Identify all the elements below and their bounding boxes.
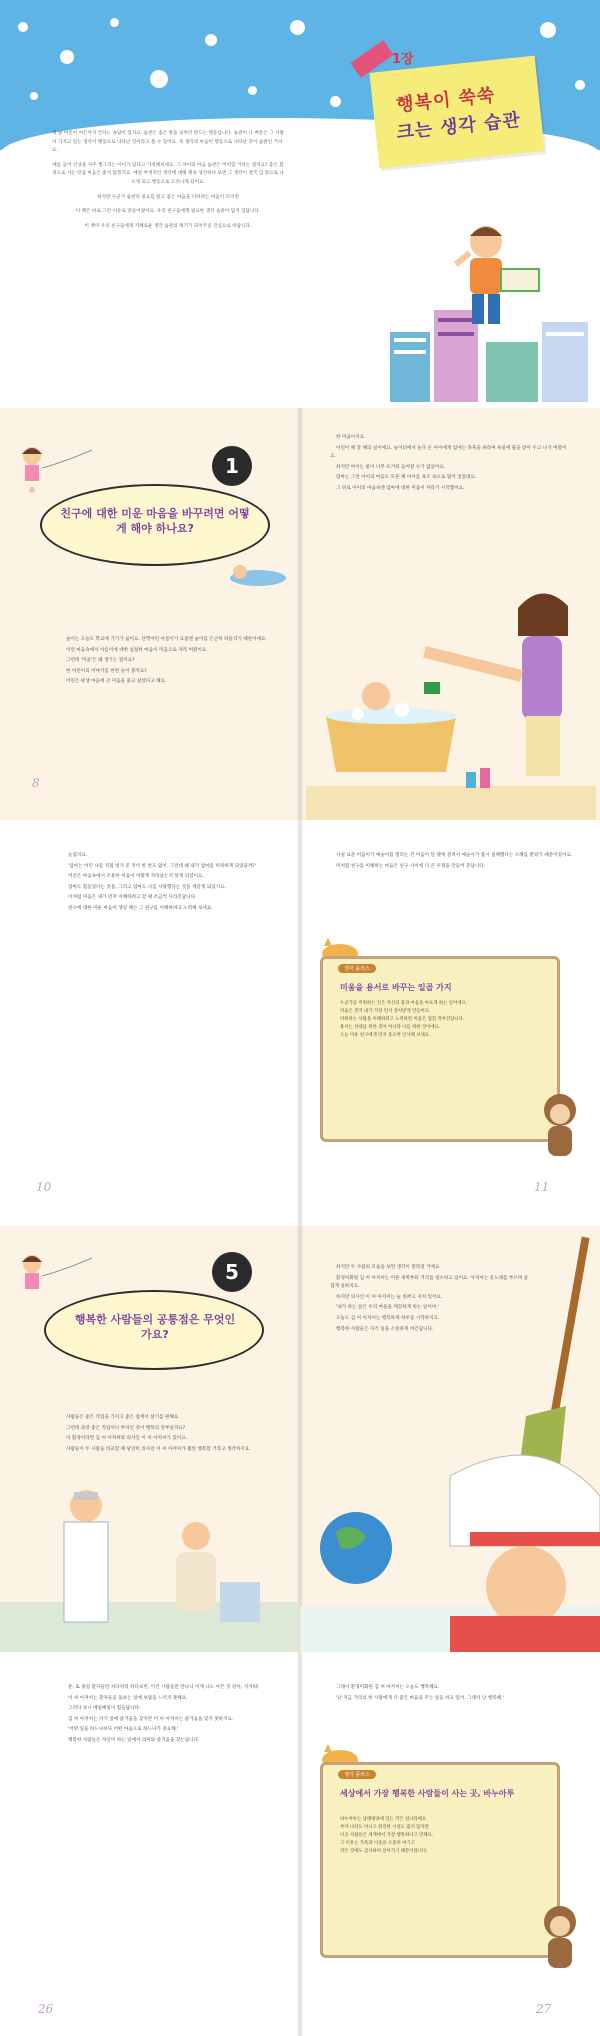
- body-paragraph: 슬이는 오늘도 학교에 가기가 싫어요. 단짝이던 아름이가 요즘엔 슬이를 은근히 따돌리기 때문이에요.: [66, 637, 267, 642]
- spread-chapter-5-continued: [0, 1652, 600, 2036]
- left-body-text: [62, 1684, 282, 1748]
- body-paragraph: 어린이 때 잘 때의 일이에요. 놀이터에서 놀다 온 아이에게 엄마는 목욕을 하라며 욕실에 물을 받아 두고 나가 버렸어요.: [330, 445, 567, 460]
- intro-paragraph: 이 책은 바로 그런 이유로 만들어졌어요. 우리 친구들에게 필요한 생각 습관이 담겨 있답니다.: [75, 209, 261, 215]
- body-paragraph: 늘었지요.: [68, 853, 88, 858]
- body-paragraph: '엄마는 어린 나를 직접 벗겨 준 적이 한 번도 없어. 그런데 왜 내가 엄마를 미워하게 되었을까?': [68, 863, 257, 869]
- chapter-title-line2: 크는 생각 습관: [395, 109, 522, 144]
- chapter-number-circle: 1: [212, 446, 252, 486]
- body-paragraph: 한 미움이지요.: [336, 435, 366, 440]
- chapter-number-circle: 5: [212, 1252, 252, 1292]
- page-gutter: [297, 1652, 303, 2036]
- body-paragraph: 엄마는 그런 아이의 마음도 모른 채 아이를 욕조 속으로 밀어 넣었대요.: [336, 475, 477, 481]
- right-body-text: [330, 1684, 574, 1705]
- tip-line: 그 이유는 가족과 이웃을 소중히 여기고: [340, 1841, 415, 1846]
- tip-line: 부자 나라도 아니고 편리한 시설도 많지 않지만: [340, 1825, 429, 1830]
- body-paragraph: 어린은 평생 마음에 큰 미움을 품고 살았다고 해요.: [66, 679, 167, 685]
- body-paragraph: 이처럼 미움은 내가 먼저 이해하려고 할 때 조금씩 사라진답니다.: [68, 895, 197, 901]
- body-paragraph: 어린은 마음속에서 조용한 미움이 어떻게 자라났는지 알게 되었어요.: [68, 874, 204, 880]
- right-body-text: [330, 434, 570, 496]
- chapter-cover-page: [0, 0, 600, 408]
- broom-illustration: [520, 1236, 590, 1466]
- page-number: 8: [32, 776, 40, 790]
- page-gutter: [297, 820, 303, 1226]
- intro-text: [52, 130, 284, 237]
- body-paragraph: 하지만 의사인 이 씨 아저씨는 늘 바쁘고 지쳐 있어요.: [336, 1294, 443, 1300]
- body-paragraph: 이 씨 아저씨는 환자들을 돌보는 일에 보람을 느끼지 못해요.: [68, 1695, 188, 1701]
- chapter-title-line1: 행복이 쑥쑥: [395, 84, 497, 117]
- page-number: 27: [536, 2002, 552, 2016]
- tip-line: 바누아투는 남태평양에 있는 작은 섬나라예요.: [340, 1817, 428, 1822]
- left-body-text: [60, 1414, 282, 1456]
- body-paragraph: 사람들은 좋은 직업을 가지고 좋은 집에서 살기를 원해요.: [66, 1415, 180, 1420]
- boy-reading-illustration: [390, 222, 590, 402]
- body-paragraph: 엄마도 힘들었다는 것을, 그리고 엄마도 나를 사랑했다는 것을 깨닫게 되었지요.: [68, 884, 227, 890]
- page-number: 11: [534, 1180, 550, 1194]
- body-paragraph: 그 뒤로 아이의 마음속엔 엄마에 대한 미움이 자라기 시작했어요.: [336, 485, 465, 491]
- street-cleaner-globe-illustration: [300, 1436, 600, 1652]
- snow-dot: [30, 92, 38, 100]
- tip-line: 오늘 미운 친구에게 먼저 웃으며 인사해 보세요.: [340, 1033, 431, 1038]
- intro-paragraph: 하지만 누군가 습관의 필요를 알고 좋은 마음을 더하려는 마음이 모이면: [97, 194, 239, 200]
- left-body-text: [60, 636, 278, 689]
- snow-dot: [205, 34, 217, 46]
- page-gutter: [297, 408, 303, 820]
- monkey-illustration: [530, 1090, 590, 1166]
- snow-dot: [18, 22, 28, 32]
- body-paragraph: 친구에 대한 미운 마음이 생길 때는 그 친구를 이해하려고 노력해 보세요.: [68, 905, 213, 911]
- body-paragraph: 이 환경이라면 김 씨 아저씨와 의사인 이 씨 아저씨가 있어요.: [66, 1436, 188, 1442]
- body-paragraph: 하지만 두 사람의 모습을 보면 생각이 달라질 거예요.: [336, 1265, 441, 1270]
- sleeping-child-illustration: [228, 558, 292, 588]
- tip-board-title: 미움을 용서로 바꾸는 일곱 가지: [340, 983, 452, 992]
- chapter-badge: 1장: [392, 52, 414, 67]
- question-text: 행복한 사람들의 공통점은 무엇인가요?: [74, 1313, 236, 1341]
- monkey-illustration: [530, 1902, 590, 1978]
- left-body-text: [62, 852, 282, 916]
- body-paragraph: '내가 하는 일은 우리 마을을 깨끗하게 하는 일이야.': [336, 1305, 439, 1311]
- body-paragraph: 흔, 또 종일 환자들만 치다꺼리 하다보면, 이건 사람들만 만나니 이게 나도 아픈 것 같아, 지겨워!: [68, 1685, 259, 1690]
- body-paragraph: 환경미화원 김 씨 아저씨는 이른 새벽부터 거리를 청소하고 있어요. 아저씨는 콧노래를 부르며 즐겁게 일하지요.: [330, 1275, 529, 1290]
- snow-dot: [540, 22, 556, 38]
- snow-dot: [575, 80, 585, 90]
- tip-board-text: [340, 1000, 540, 1040]
- mother-bathing-child-illustration: [306, 576, 596, 820]
- body-paragraph: 오늘도 김 씨 아저씨는 행복하게 하루를 시작하지요.: [336, 1315, 440, 1321]
- body-paragraph: '난 지금 거리의 한 사람에게 더 좋은 마음을 주는 일을 하고 있어. 그래서 난 행복해.': [336, 1695, 504, 1701]
- tip-board-title: 세상에서 가장 행복한 사람들이 사는 곳, 바누아투: [340, 1789, 515, 1798]
- body-paragraph: 사실 표준 미움이가 예술이를 멀리는 건 미움이 단 옛에 걸려서 예술이가 몹시 실패했다는 오해를 받았기 때문이었어요.: [336, 853, 573, 858]
- body-paragraph: 이런 마음속에서 아름이에 대한 섭섭한 마음이 미움으로 자라 버렸어요.: [66, 647, 208, 653]
- body-paragraph: 사람들이 두 사람을 비교할 때 당연히 의사인 이 씨 아저씨가 훨씬 행복할 거라고 생각하지요.: [66, 1446, 251, 1452]
- intro-paragraph: 세 살 버릇이 여든까지 간다는 속담이 있지요. 습관은 좋은 방을 일부러 만드는 행동입니다. 습관이 나 버릇은 그 사람이 가지고 있는 생각이 행동으로 나타난 것이라고 볼 수 있어요. 즉 생각과 마음이 행동으로 나타난 것이 습관인 거지요.: [52, 131, 284, 154]
- body-paragraph: 그래서 환경미화원 김 씨 아저씨는 오늘도 행복해요.: [336, 1685, 440, 1690]
- body-paragraph: 행복한 사람들은 자기 일을 소중하게 여긴답니다.: [336, 1326, 434, 1332]
- page-number: 26: [38, 2002, 54, 2016]
- question-text: 친구에 대한 미운 마음을 바꾸려면 어떻게 해야 하나요?: [60, 507, 250, 535]
- spread-chapter-1-continued: [0, 820, 600, 1226]
- body-paragraph: 행복한 사람들은 자신이 하는 일에서 의미와 즐거움을 찾는답니다.: [68, 1737, 200, 1743]
- tip-board-text: [340, 1816, 540, 1856]
- intro-paragraph: 예를 들어 인상을 자주 찡그리는 아이가 있다고 가정해보세요. 그 아이의 마음 습관은 어떠할 거라는 걸까요? 좋은 환경으로 사는 만큼 마음은 좋지 않겠지요. 매일 부정적인 생각에 대해 계속 생각하다 보면 그 생각이 결국 입 밖으로 나오게 되고 행동으로 드러나게 되어요.: [52, 162, 284, 185]
- snow-dot: [60, 50, 74, 64]
- body-paragraph: 김 씨 아저씨는 자기 일에 즐거움을 찾지만 이 씨 아저씨는 즐거움을 찾지 못하지요.: [68, 1716, 234, 1722]
- snow-dot: [110, 18, 119, 27]
- snow-dot: [330, 96, 341, 107]
- snow-dot: [150, 70, 168, 88]
- body-paragraph: '어떤 일을 하느냐보다 어떤 마음으로 하느냐가 중요해.': [68, 1727, 179, 1733]
- right-body-text: [330, 1264, 530, 1336]
- body-paragraph: 하지만 아이는 물이 너무 뜨거워 들어갈 수가 없었어요.: [336, 464, 446, 470]
- spread-chapter-1: [0, 408, 600, 820]
- right-body-text: [330, 852, 574, 873]
- body-paragraph: 한 어린이의 이야기를 한번 들어 볼까요?: [66, 668, 147, 674]
- doctor-and-patient-illustration: [0, 1482, 298, 1652]
- tip-board-header: 생각 플러스: [338, 1770, 376, 1779]
- body-paragraph: 그러다 보니 매일매일이 힘들답니다.: [68, 1706, 141, 1712]
- tip-line: 작은 것에도 감사하며 살아가기 때문이랍니다.: [340, 1849, 428, 1854]
- tip-line: 이곳 사람들은 세계에서 가장 행복하다고 말해요.: [340, 1833, 434, 1838]
- tip-line: 미움은 결국 내가 가장 먼저 상처받게 만들어요.: [340, 1009, 431, 1014]
- tip-line: 누군가를 미워하는 일은 자신의 몸과 마음을 아프게 하는 일이에요.: [340, 1001, 468, 1006]
- body-paragraph: 미처럼 친구를 이해하는 마음은 친구 사이에 더 큰 우정을 만들어 준답니다.: [336, 863, 486, 869]
- body-paragraph: 그런데 과연 좋은 직업이나 부자인 것이 행복의 전부일까요?: [66, 1425, 186, 1431]
- page-number: 10: [36, 1180, 52, 1194]
- spread-chapter-5: [0, 1226, 600, 1652]
- body-paragraph: 그런데 '미움'은 왜 생기는 걸까요?: [66, 658, 135, 664]
- snow-dot: [290, 20, 305, 35]
- intro-paragraph: 이 책이 우리 친구들에게 지혜로운 생각 습관의 계기가 되어주길 진심으로 바랍니다.: [84, 223, 252, 229]
- tip-line: 용서는 상대를 위한 것이 아니라 나를 위한 것이에요.: [340, 1025, 441, 1030]
- snow-dot: [248, 86, 257, 95]
- tip-board-header: 생각 플러스: [338, 964, 376, 973]
- tip-line: 미워하는 사람을 이해하려고 노력하면 미움은 점점 작아진답니다.: [340, 1017, 465, 1022]
